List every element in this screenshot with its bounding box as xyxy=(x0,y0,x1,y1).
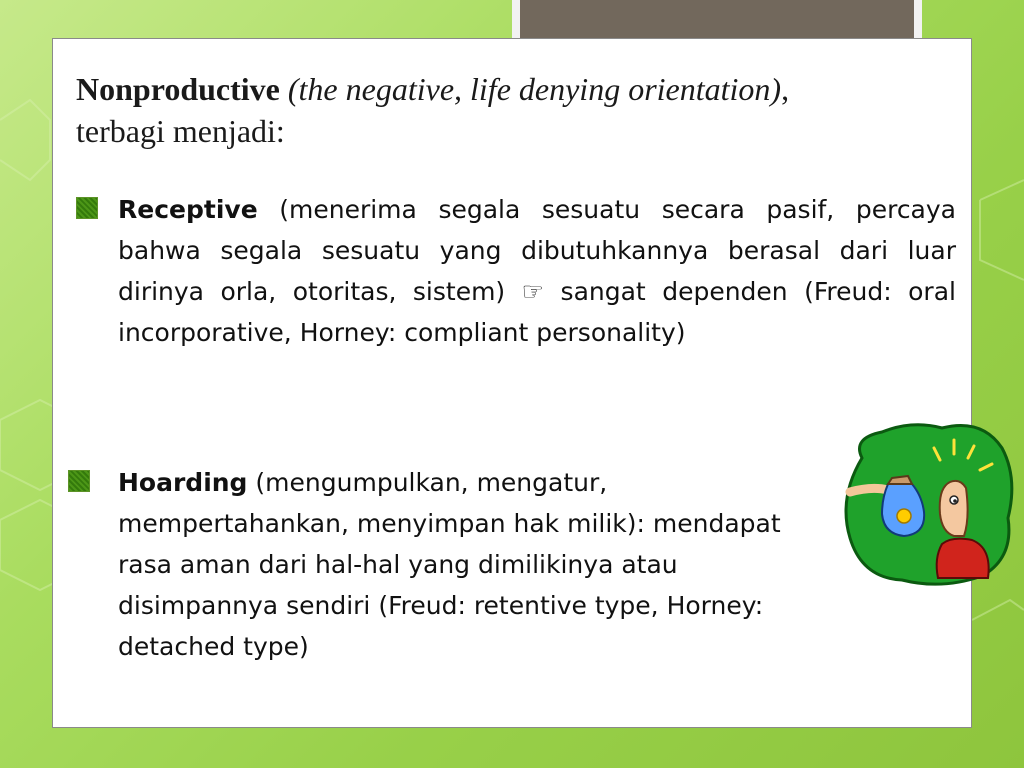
bullet-term: Hoarding xyxy=(118,468,248,497)
bullet-text: (menerima segala sesuatu secara pasif, percaya bahwa segala sesuatu yang dibutuhkannya berasal dari luar dirinya orla, otoritas, sistem) xyxy=(118,195,956,306)
title-rest: terbagi menjadi: xyxy=(76,113,285,149)
square-bullet-icon xyxy=(76,197,98,219)
title-comma: , xyxy=(781,71,790,107)
bullet-receptive xyxy=(118,189,956,353)
square-bullet-icon xyxy=(68,470,90,492)
bullet-text-continued: sangat dependen (Freud: oral incorporative, Horney: compliant personality) xyxy=(118,277,956,347)
bullet-hoarding xyxy=(118,462,823,667)
bullet-text: (mengumpulkan, mengatur, mempertahankan, menyimpan hak milik): mendapat rasa aman dari hal-hal yang dimilikinya atau disimpannya sendiri (Freud: retentive type, Horney: detached type) xyxy=(118,468,781,661)
bullet-term: Receptive xyxy=(118,195,258,224)
pointer-hand-icon: ☞ xyxy=(521,277,545,306)
title-bold: Nonproductive xyxy=(76,71,280,107)
money-bag-person-clipart xyxy=(842,418,1014,586)
title-italic: (the negative, life denying orientation) xyxy=(287,71,782,107)
slide-title xyxy=(76,68,966,152)
